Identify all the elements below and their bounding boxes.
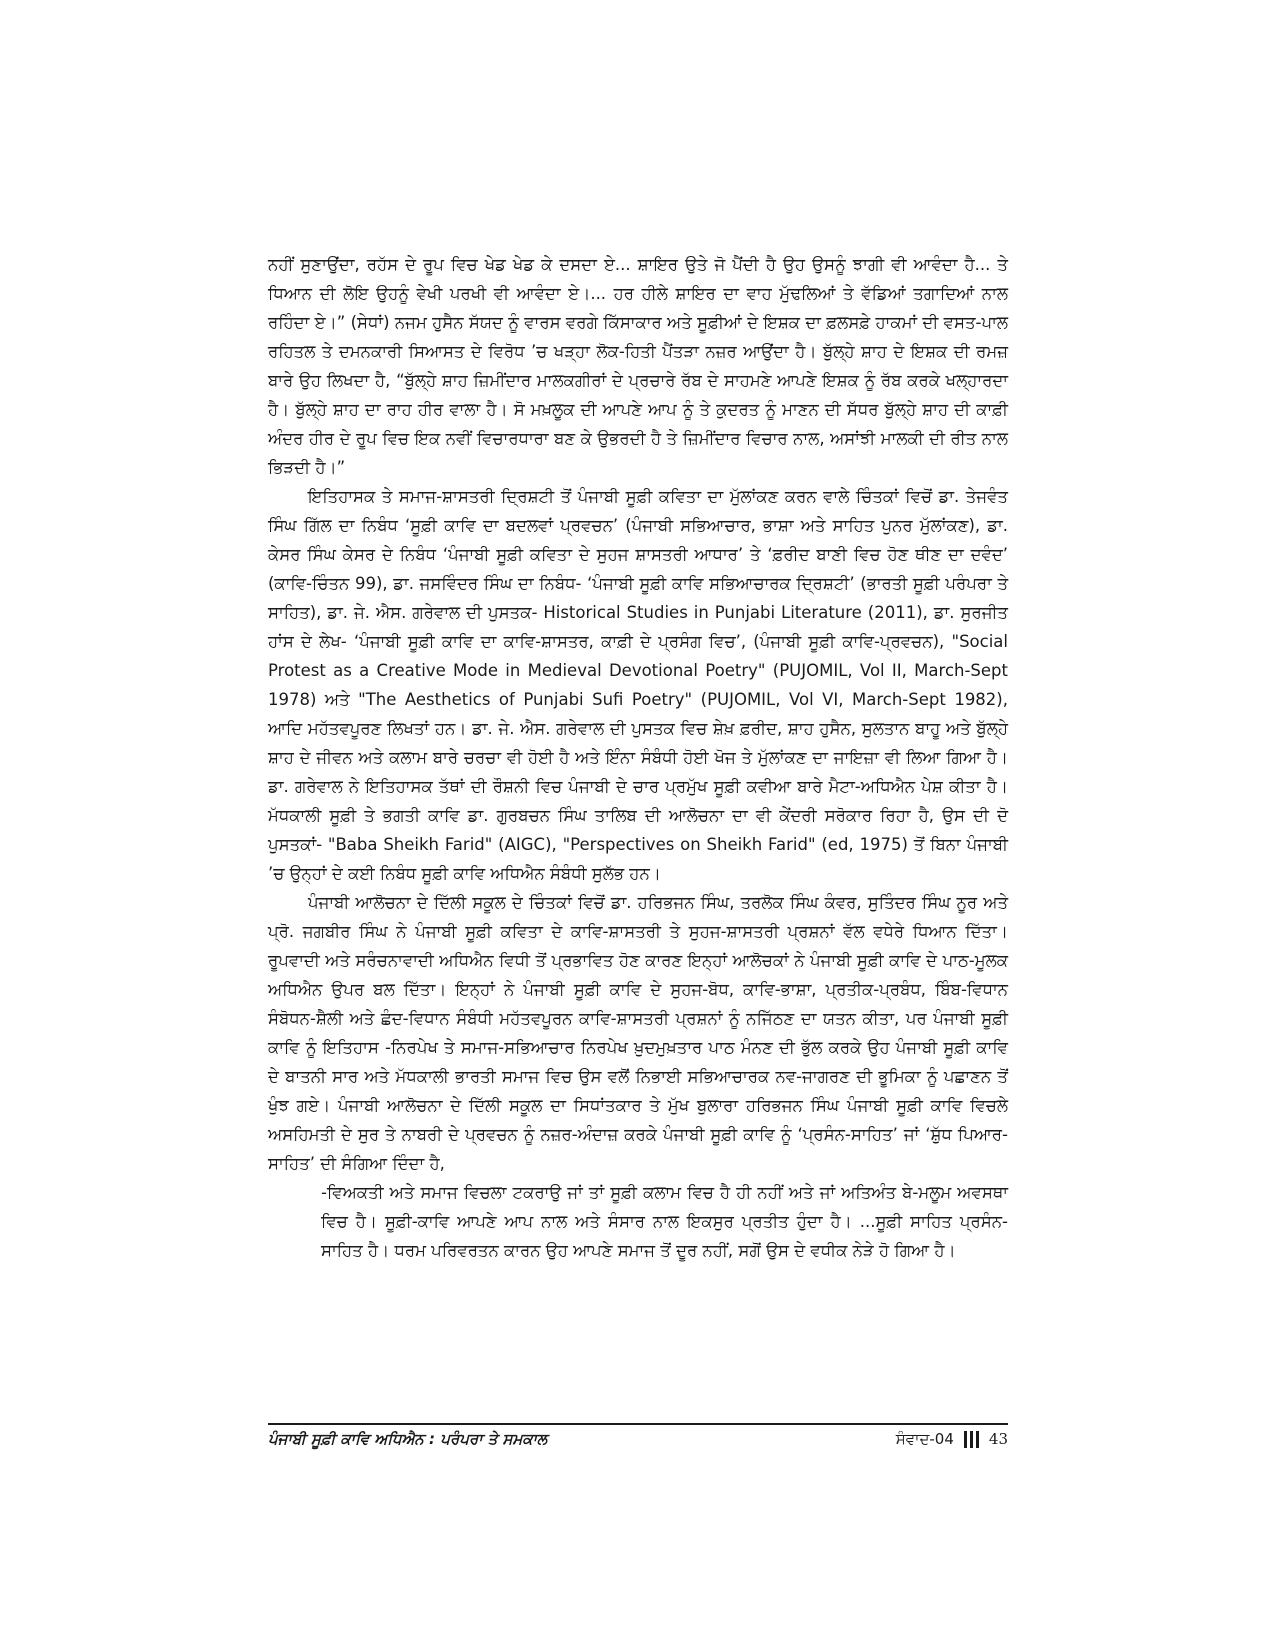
paragraph-delhi-school: ਪੰਜਾਬੀ ਆਲੋਚਨਾ ਦੇ ਦਿੱਲੀ ਸਕੂਲ ਦੇ ਚਿੰਤਕਾਂ ਵਿਚੋਂ ਡਾ. ਹਰਿਭਜਨ ਸਿੰਘ, ਤਰਲੋਕ ਸਿੰਘ ਕੰਵਰ, ਸੁਤਿੰਦਰ ਸਿੰਘ ਨੂਰ ਅਤੇ ਪ੍ਰੋ. ਜਗਬੀਰ ਸਿੰਘ ਨੇ ਪੰਜਾਬੀ ਸੂਫ਼ੀ ਕਵਿਤਾ ਦੇ ਕਾਵਿ-ਸ਼ਾਸਤਰੀ ਤੇ ਸੁਹਜ-ਸ਼ਾਸਤਰੀ ਪ੍ਰਸ਼ਨਾਂ ਵੱਲ ਵਧੇਰੇ ਧਿਆਨ ਦਿੱਤਾ। ਰੂਪਵਾਦੀ ਅਤੇ ਸਰੰਚਨਾਵਾਦੀ ਅਧਿਐਨ ਵਿਧੀ ਤੋਂ ਪ੍ਰਭਾਵਿਤ ਹੋਣ ਕਾਰਣ ਇਨ੍ਹਾਂ ਆਲੋਚਕਾਂ ਨੇ ਪੰਜਾਬੀ ਸੂਫ਼ੀ ਕਾਵਿ ਦੇ ਪਾਠ-ਮੂਲਕ ਅਧਿਐਨ ਉਪਰ ਬਲ ਦਿੱਤਾ। ਇਨ੍ਹਾਂ ਨੇ ਪੰਜਾਬੀ ਸੂਫ਼ੀ ਕਾਵਿ ਦੇ ਸੁਹਜ-ਬੋਧ, ਕਾਵਿ-ਭਾਸ਼ਾ, ਪ੍ਰਤੀਕ-ਪ੍ਰਬੰਧ, ਬਿੰਬ-ਵਿਧਾਨ ਸੰਬੋਧਨ-ਸ਼ੈਲੀ ਅਤੇ ਛੰਦ-ਵਿਧਾਨ ਸੰਬੰਧੀ ਮਹੱਤਵਪੂਰਨ ਕਾਵਿ-ਸ਼ਾਸਤਰੀ ਪ੍ਰਸ਼ਨਾਂ ਨੂੰ ਨਜਿੱਠਣ ਦਾ ਯਤਨ ਕੀਤਾ, ਪਰ ਪੰਜਾਬੀ ਸੂਫ਼ੀ ਕਾਵਿ ਨੂੰ ਇਤਿਹਾਸ -ਨਿਰਪੇਖ ਤੇ ਸਮਾਜ-ਸਭਿਆਚਾਰ ਨਿਰਪੇਖ ਖ਼ੁਦਮੁਖ਼ਤਾਰ ਪਾਠ ਮੰਨਣ ਦੀ ਭੁੱਲ ਕਰਕੇ ਉਹ ਪੰਜਾਬੀ ਸੂਫ਼ੀ ਕਾਵਿ ਦੇ ਬਾਤਨੀ ਸਾਰ ਅਤੇ ਮੱਧਕਾਲੀ ਭਾਰਤੀ ਸਮਾਜ ਵਿਚ ਉਸ ਵਲੋਂ ਨਿਭਾਈ ਸਭਿਆਚਾਰਕ ਨਵ-ਜਾਗਰਣ ਦੀ ਭੂਮਿਕਾ ਨੂੰ ਪਛਾਣਨ ਤੋਂ ਖੁੰਝ ਗਏ। ਪੰਜਾਬੀ ਆਲੋਚਨਾ ਦੇ ਦਿੱਲੀ ਸਕੂਲ ਦਾ ਸਿਧਾਂਤਕਾਰ ਤੇ ਮੁੱਖ ਬੁਲਾਰਾ ਹਰਿਭਜਨ ਸਿੰਘ ਪੰਜਾਬੀ ਸੂਫ਼ੀ ਕਾਵਿ ਵਿਚਲੇ ਅਸਹਿਮਤੀ ਦੇ ਸੁਰ ਤੇ ਨਾਬਰੀ ਦੇ ਪ੍ਰਵਚਨ ਨੂੰ ਨਜ਼ਰ-ਅੰਦਾਜ਼ ਕਰਕੇ ਪੰਜਾਬੀ ਸੂਫ਼ੀ ਕਾਵਿ ਨੂੰ ‘ਪ੍ਰਸੰਨ-ਸਾਹਿਤ’ ਜਾਂ ‘ਸ਼ੁੱਧ ਪਿਆਰ-ਸਾਹਿਤ’ ਦੀ ਸੰਗਿਆ ਦਿੰਦਾ ਹੈ,	[268, 893, 1008, 1173]
journal-issue: ਸੰਵਾਦ-04	[895, 1430, 954, 1448]
paragraph-continuation: ਨਹੀਂ ਸੁਣਾਉਂਦਾ, ਰਹੱਸ ਦੇ ਰੂਪ ਵਿਚ ਖੇਡ ਖੇਡ ਕੇ ਦਸਦਾ ਏ... ਸ਼ਾਇਰ ਉਤੇ ਜੋ ਪੈਂਦੀ ਹੈ ਉਹ ਉਸਨੂੰ ਝਾਗੀ ਵੀ ਆਵੰਦਾ ਹੈ... ਤੇ ਧਿਆਨ ਦੀ ਲੋਇ ਉਹਨੂੰ ਵੇਖੀ ਪਰਖੀ ਵੀ ਆਵੰਦਾ ਏ।... ਹਰ ਹੀਲੇ ਸ਼ਾਇਰ ਦਾ ਵਾਹ ਮੁੱਢਲਿਆਂ ਤੇ ਵੱਡਿਆਂ ਤਗਾਦਿਆਂ ਨਾਲ ਰਹਿੰਦਾ ਏ।” (ਸੇਧਾਂ) ਨਜਮ ਹੁਸੈਨ ਸੱਯਦ ਨੂੰ ਵਾਰਸ ਵਰਗੇ ਕਿੱਸਾਕਾਰ ਅਤੇ ਸੂਫ਼ੀਆਂ ਦੇ ਇਸ਼ਕ ਦਾ ਫ਼ਲਸਫ਼ੇ ਹਾਕਮਾਂ ਦੀ ਵਸਤ-ਪਾਲ ਰਹਿਤਲ ਤੇ ਦਮਨਕਾਰੀ ਸਿਆਸਤ ਦੇ ਵਿਰੋਧ ’ਚ ਖੜ੍ਹਾ ਲੋਕ-ਹਿਤੀ ਪੈਂਤੜਾ ਨਜ਼ਰ ਆਉਂਦਾ ਹੈ। ਬੁੱਲ੍ਹੇ ਸ਼ਾਹ ਦੇ ਇਸ਼ਕ ਦੀ ਰਮਜ਼ ਬਾਰੇ ਉਹ ਲਿਖਦਾ ਹੈ, “ਬੁੱਲ੍ਹੇ ਸ਼ਾਹ ਜ਼ਿਮੀਂਦਾਰ ਮਾਲਕਗੀਰਾਂ ਦੇ ਪ੍ਰਚਾਰੇ ਰੱਬ ਦੇ ਸਾਹਮਣੇ ਆਪਣੇ ਇਸ਼ਕ ਨੂੰ ਰੱਬ ਕਰਕੇ ਖਲ੍ਹਾਰਦਾ ਹੈ। ਬੁੱਲ੍ਹੇ ਸ਼ਾਹ ਦਾ ਰਾਹ ਹੀਰ ਵਾਲਾ ਹੈ। ਸੋ ਮਖ਼ਲੂਕ ਦੀ ਆਪਣੇ ਆਪ ਨੂੰ ਤੇ ਕੁਦਰਤ ਨੂੰ ਮਾਣਨ ਦੀ ਸੱਧਰ ਬੁੱਲ੍ਹੇ ਸ਼ਾਹ ਦੀ ਕਾਫ਼ੀ ਅੰਦਰ ਹੀਰ ਦੇ ਰੂਪ ਵਿਚ ਇਕ ਨਵੀਂ ਵਿਚਾਰਧਾਰਾ ਬਣ ਕੇ ਉਭਰਦੀ ਹੈ ਤੇ ਜ਼ਿਮੀਂਦਾਰ ਵਿਚਾਰ ਨਾਲ, ਅਸਾਂਝੀ ਮਾਲਕੀ ਦੀ ਰੀਤ ਨਾਲ ਭਿੜਦੀ ਹੈ।”	[268, 255, 1008, 477]
article-body	[268, 250, 1008, 1265]
running-footer-title: ਪੰਜਾਬੀ ਸੂਫ਼ੀ ਕਾਵਿ ਅਧਿਐਨ : ਪਰੰਪਰਾ ਤੇ ਸਮਕਾਲ	[268, 1430, 548, 1448]
page-number: 43	[988, 1430, 1008, 1448]
footer-meta	[896, 1430, 1008, 1448]
barcode-bars-icon	[964, 1431, 979, 1448]
block-quote: -ਵਿਅਕਤੀ ਅਤੇ ਸਮਾਜ ਵਿਚਲਾ ਟਕਰਾਉ ਜਾਂ ਤਾਂ ਸੂਫ਼ੀ ਕਲਾਮ ਵਿਚ ਹੈ ਹੀ ਨਹੀਂ ਅਤੇ ਜਾਂ ਅਤਿਅੰਤ ਬੇ-ਮਲੂਮ ਅਵਸਥਾ ਵਿਚ ਹੈ। ਸੂਫ਼ੀ-ਕਾਵਿ ਆਪਣੇ ਆਪ ਨਾਲ ਅਤੇ ਸੰਸਾਰ ਨਾਲ ਇਕਸੁਰ ਪ੍ਰਤੀਤ ਹੁੰਦਾ ਹੈ। ...ਸੂਫ਼ੀ ਸਾਹਿਤ ਪ੍ਰਸੰਨ-ਸਾਹਿਤ ਹੈ। ਧਰਮ ਪਰਿਵਰਤਨ ਕਾਰਨ ਉਹ ਆਪਣੇ ਸਮਾਜ ਤੋਂ ਦੂਰ ਨਹੀਂ, ਸਗੋਂ ਉਸ ਦੇ ਵਧੀਕ ਨੇੜੇ ਹੋ ਗਿਆ ਹੈ।	[321, 1183, 1008, 1260]
paragraph-historical-critics: ਇਤਿਹਾਸਕ ਤੇ ਸਮਾਜ-ਸ਼ਾਸਤਰੀ ਦ੍ਰਿਸ਼ਟੀ ਤੋਂ ਪੰਜਾਬੀ ਸੂਫ਼ੀ ਕਵਿਤਾ ਦਾ ਮੁੱਲਾਂਕਣ ਕਰਨ ਵਾਲੇ ਚਿੰਤਕਾਂ ਵਿਚੋਂ ਡਾ. ਤੇਜਵੰਤ ਸਿੰਘ ਗਿੱਲ ਦਾ ਨਿਬੰਧ ‘ਸੂਫ਼ੀ ਕਾਵਿ ਦਾ ਬਦਲਵਾਂ ਪ੍ਰਵਚਨ’ (ਪੰਜਾਬੀ ਸਭਿਆਚਾਰ, ਭਾਸ਼ਾ ਅਤੇ ਸਾਹਿਤ ਪੁਨਰ ਮੁੱਲਾਂਕਣ), ਡਾ. ਕੇਸਰ ਸਿੰਘ ਕੇਸਰ ਦੇ ਨਿਬੰਧ ‘ਪੰਜਾਬੀ ਸੂਫ਼ੀ ਕਵਿਤਾ ਦੇ ਸੁਹਜ ਸ਼ਾਸਤਰੀ ਆਧਾਰ’ ਤੇ ‘ਫ਼ਰੀਦ ਬਾਣੀ ਵਿਚ ਹੋਣ ਥੀਣ ਦਾ ਦਵੰਦ’ (ਕਾਵਿ-ਚਿੰਤਨ 99), ਡਾ. ਜਸਵਿੰਦਰ ਸਿੰਘ ਦਾ ਨਿਬੰਧ- ‘ਪੰਜਾਬੀ ਸੂਫ਼ੀ ਕਾਵਿ ਸਭਿਆਚਾਰਕ ਦ੍ਰਿਸ਼ਟੀ’ (ਭਾਰਤੀ ਸੂਫ਼ੀ ਪਰੰਪਰਾ ਤੇ ਸਾਹਿਤ), ਡਾ. ਜੇ. ਐਸ. ਗਰੇਵਾਲ ਦੀ ਪੁਸਤਕ- Historical Studies in Punjabi Literature (2011), ਡਾ. ਸੁਰਜੀਤ ਹਾਂਸ ਦੇ ਲੇਖ- ‘ਪੰਜਾਬੀ ਸੂਫ਼ੀ ਕਾਵਿ ਦਾ ਕਾਵਿ-ਸ਼ਾਸਤਰ, ਕਾਫ਼ੀ ਦੇ ਪ੍ਰਸੰਗ ਵਿਚ’, (ਪੰਜਾਬੀ ਸੂਫ਼ੀ ਕਾਵਿ-ਪ੍ਰਵਚਨ), "Social Protest as a Creative Mode in Medieval Devotional Poetry" (PUJOMIL, Vol II, March-Sept 1978) ਅਤੇ "The Aesthetics of Punjabi Sufi Poetry" (PUJOMIL, Vol VI, March-Sept 1982), ਆਦਿ ਮਹੱਤਵਪੂਰਣ ਲਿਖਤਾਂ ਹਨ। ਡਾ. ਜੇ. ਐਸ. ਗਰੇਵਾਲ ਦੀ ਪੁਸਤਕ ਵਿਚ ਸ਼ੇਖ਼ ਫ਼ਰੀਦ, ਸ਼ਾਹ ਹੁਸੈਨ, ਸੁਲਤਾਨ ਬਾਹੂ ਅਤੇ ਬੁੱਲ੍ਹੇ ਸ਼ਾਹ ਦੇ ਜੀਵਨ ਅਤੇ ਕਲਾਮ ਬਾਰੇ ਚਰਚਾ ਵੀ ਹੋਈ ਹੈ ਅਤੇ ਇੰਨਾ ਸੰਬੰਧੀ ਹੋਈ ਖੋਜ ਤੇ ਮੁੱਲਾਂਕਣ ਦਾ ਜਾਇਜ਼ਾ ਵੀ ਲਿਆ ਗਿਆ ਹੈ। ਡਾ. ਗਰੇਵਾਲ ਨੇ ਇਤਿਹਾਸਕ ਤੱਥਾਂ ਦੀ ਰੌਸ਼ਨੀ ਵਿਚ ਪੰਜਾਬੀ ਦੇ ਚਾਰ ਪ੍ਰਮੁੱਖ ਸੂਫ਼ੀ ਕਵੀਆ ਬਾਰੇ ਮੈਟਾ-ਅਧਿਐਨ ਪੇਸ਼ ਕੀਤਾ ਹੈ। ਮੱਧਕਾਲੀ ਸੂਫ਼ੀ ਤੇ ਭਗਤੀ ਕਾਵਿ ਡਾ. ਗੁਰਬਚਨ ਸਿੰਘ ਤਾਲਿਬ ਦੀ ਆਲੋਚਨਾ ਦਾ ਵੀ ਕੇਂਦਰੀ ਸਰੋਕਾਰ ਰਿਹਾ ਹੈ, ਉਸ ਦੀ ਦੋ ਪੁਸਤਕਾਂ- "Baba Sheikh Farid" (AIGC), "Perspectives on Sheikh Farid" (ed, 1975) ਤੋਂ ਬਿਨਾ ਪੰਜਾਬੀ ’ਚ ਉਨ੍ਹਾਂ ਦੇ ਕਈ ਨਿਬੰਧ ਸੂਫ਼ੀ ਕਾਵਿ ਅਧਿਐਨ ਸੰਬੰਧੀ ਸੁਲੱਭ ਹਨ।	[268, 487, 1008, 883]
footer-divider	[268, 1423, 1008, 1425]
